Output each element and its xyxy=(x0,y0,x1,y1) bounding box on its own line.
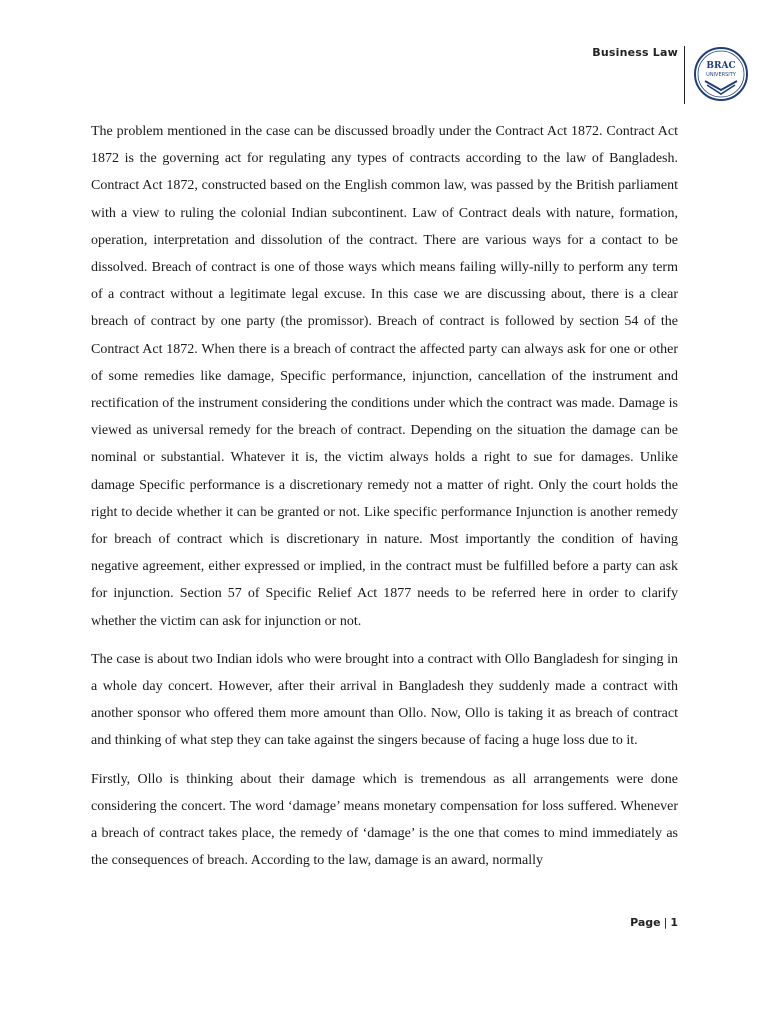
page-header-title: Business Law xyxy=(592,46,678,59)
logo-text-bottom: UNIVERSITY xyxy=(706,72,736,78)
paragraph-case-summary: The case is about two Indian idols who were brought into a contract with Ollo Bangladesh for singing in a whole day concert. However, after their arrival in Bangladesh they suddenly made a contract with another sponsor who offered them more amount than Ollo. Now, Ollo is taking it as breach of contract and thinking of what step they can take against the singers because of facing a huge loss due to it. xyxy=(91,651,678,749)
brac-university-logo xyxy=(693,46,749,102)
paragraph-contract-act: The problem mentioned in the case can be discussed broadly under the Contract Act 1872. Contract Act 1872 is the governing act for regulating any types of contracts according to the law of Bangladesh. Contract Act 1872, constructed based on the English common law, was passed by the British parliament with a view to ruling the colonial Indian subcontinent. Law of Contract deals with nature, formation, operation, interpretation and dissolution of the contract. There are various ways for a contact to be dissolved. Breach of contract is one of those ways which means failing willy-nilly to perform any term of a contract without a legitimate legal excuse. In this case we are discussing about, there is a clear breach of contract by one party (the promissor). Breach of contract is followed by section 54 of the Contract Act 1872. When there is a breach of contract the affected party can always ask for one or other of some remedies like damage, Specific performance, injunction, cancellation of the instrument and rectification of the instrument considering the conditions under which the contract was made. Damage is viewed as universal remedy for the breach of contract. Depending on the situation the damage can be nominal or substantial. Whatever it is, the victim always holds a right to sue for damages. Unlike damage Specific performance is a discretionary remedy not a matter of right. Only the court holds the right to decide whether it can be granted or not. Like specific performance Injunction is another remedy for breach of contract which is discretionary in nature. Most importantly the condition of having negative agreement, either expressed or implied, in the contract must be fulfilled before a party can ask for injunction. Section 57 of Specific Relief Act 1877 needs to be referred here in order to clarify whether the victim can ask for injunction or not. xyxy=(91,124,678,629)
paragraph-damage: Firstly, Ollo is thinking about their damage which is tremendous as all arrangements were done considering the concert. The word ‘damage’ means monetary compensation for loss suffered. Whenever a breach of contract takes place, the remedy of ‘damage’ is the one that comes to mind immediately as the consequences of breach. According to the law, damage is an award, normally xyxy=(91,771,678,869)
page-number: 1 xyxy=(670,916,678,929)
page-footer xyxy=(630,916,678,929)
document-body xyxy=(91,118,678,885)
page-separator: | xyxy=(663,916,668,929)
logo-text-top: BRAC xyxy=(706,61,736,71)
header-divider xyxy=(684,46,685,104)
page-label: Page xyxy=(630,916,661,929)
